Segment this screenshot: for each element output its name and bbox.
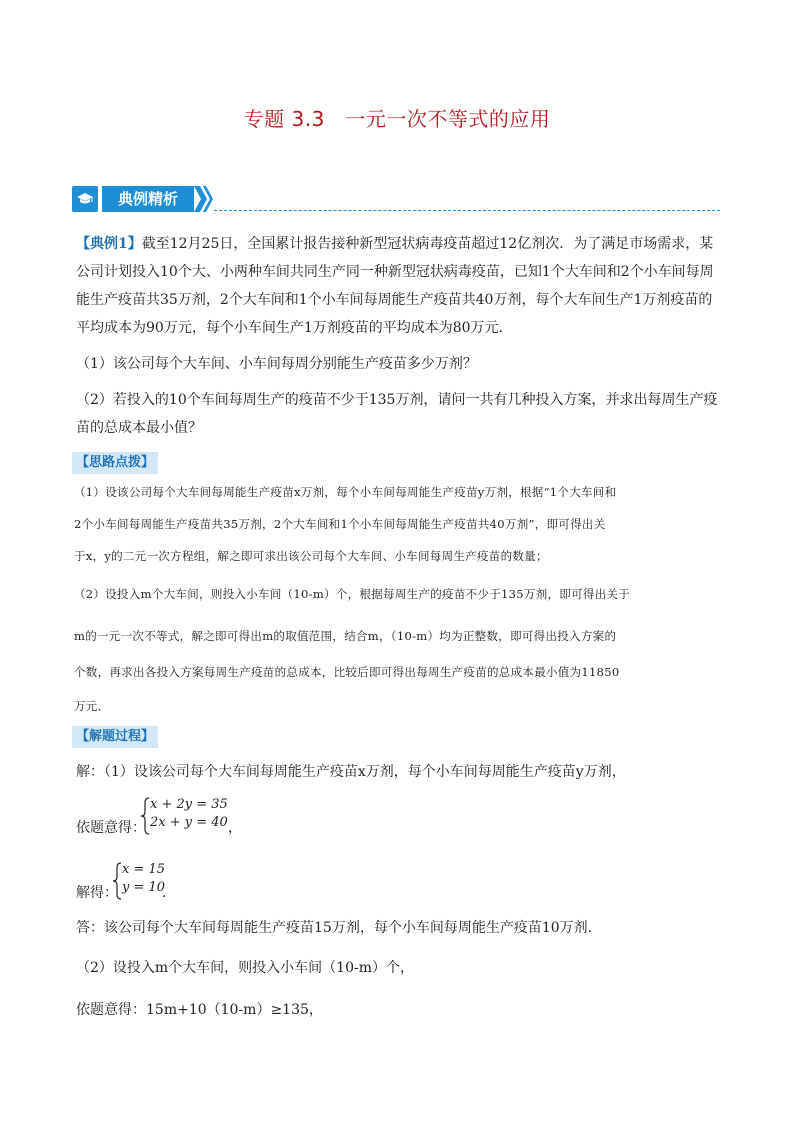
- banner-divider: [214, 210, 720, 211]
- page-title: 专题 3.3 一元一次不等式的应用: [243, 107, 551, 131]
- question-2-cont: 苗的总成本最小值？: [76, 420, 202, 436]
- left-brace-icon: [140, 797, 150, 835]
- hint-line: （1）设该公司每个大车间每周能生产疫苗x万剂，每个小车间每周能生产疫苗y万剂，根据“1个大车间和: [74, 485, 617, 499]
- example-line: 平均成本为90万元，每个小车间生产1万剂疫苗的平均成本为80万元．: [76, 320, 513, 336]
- solution-line: 解：（1）设该公司每个大车间每周能生产疫苗x万剂，每个小车间每周能生产疫苗y万剂，: [76, 764, 626, 780]
- solution-line: 依题意得：15m+10（10-m）≥135，: [76, 1002, 323, 1018]
- hint-line: 万元．: [74, 699, 110, 713]
- equation-system-2: [76, 860, 376, 904]
- example-line: 能生产疫苗共35万剂，2个大车间和1个小车间每周能生产疫苗共40万剂，每个大车间生产1万剂疫苗的: [76, 292, 713, 308]
- equation-system-1: [76, 795, 376, 839]
- hint-line: 2个小车间每周能生产疫苗共35万剂，2个大车间和1个小车间每周能生产疫苗共40万剂”，即可得出关: [74, 517, 606, 531]
- hint-line: m的一元一次不等式，解之即可得出m的取值范围，结合m，（10-m）均为正整数，即可得出投入方案的: [74, 629, 617, 643]
- hint-line: 个数，再求出各投入方案每周生产疫苗的总成本，比较后即可得出每周生产疫苗的总成本最小值为11850: [74, 665, 620, 679]
- equation: y = 10: [122, 880, 166, 895]
- answer-line: 答：该公司每个大车间每周能生产疫苗15万剂，每个小车间每周能生产疫苗10万剂．: [76, 920, 602, 936]
- equation: x = 15: [122, 862, 166, 877]
- section-banner-label: 典例精析: [102, 186, 194, 212]
- example-tag: 【典例1】: [76, 236, 142, 252]
- equation: 2x + y = 40: [150, 815, 228, 830]
- solution-line: （2）设投入m个大车间，则投入小车间（10-m）个，: [76, 960, 415, 976]
- hint-line: 于x，y的二元一次方程组，解之即可求出该公司每个大车间、小车间每周生产疫苗的数量；: [74, 549, 548, 563]
- solution-prefix: 解得：: [76, 885, 118, 901]
- solution-prefix: 依题意得：: [76, 820, 146, 836]
- equation: x + 2y = 35: [150, 797, 228, 812]
- example-line: 截至12月25日，全国累计报告接种新型冠状病毒疫苗超过12亿剂次．为了满足市场需求，某: [141, 236, 714, 252]
- question-1: （1）该公司每个大车间、小车间每周分别能生产疫苗多少万剂？: [76, 356, 477, 372]
- banner-chevron-icon: [194, 186, 216, 212]
- graduation-cap-icon: [72, 186, 98, 212]
- punctuation: ，: [228, 820, 242, 836]
- example-line: 公司计划投入10个大、小两种车间共同生产同一种新型冠状病毒疫苗，已知1个大车间和2个小车间每周: [76, 264, 714, 280]
- question-2: （2）若投入的10个车间每周生产的疫苗不少于135万剂，请问一共有几种投入方案，并求出每周生产疫: [76, 392, 718, 408]
- left-brace-icon: [112, 862, 122, 900]
- solution-label: 【解题过程】: [72, 726, 158, 748]
- hint-line: （2）设投入m个大车间，则投入小车间（10-m）个，根据每周生产的疫苗不少于135万剂，即可得出关于: [74, 587, 631, 601]
- punctuation: ．: [162, 885, 176, 901]
- hint-label: 【思路点拨】: [72, 452, 158, 474]
